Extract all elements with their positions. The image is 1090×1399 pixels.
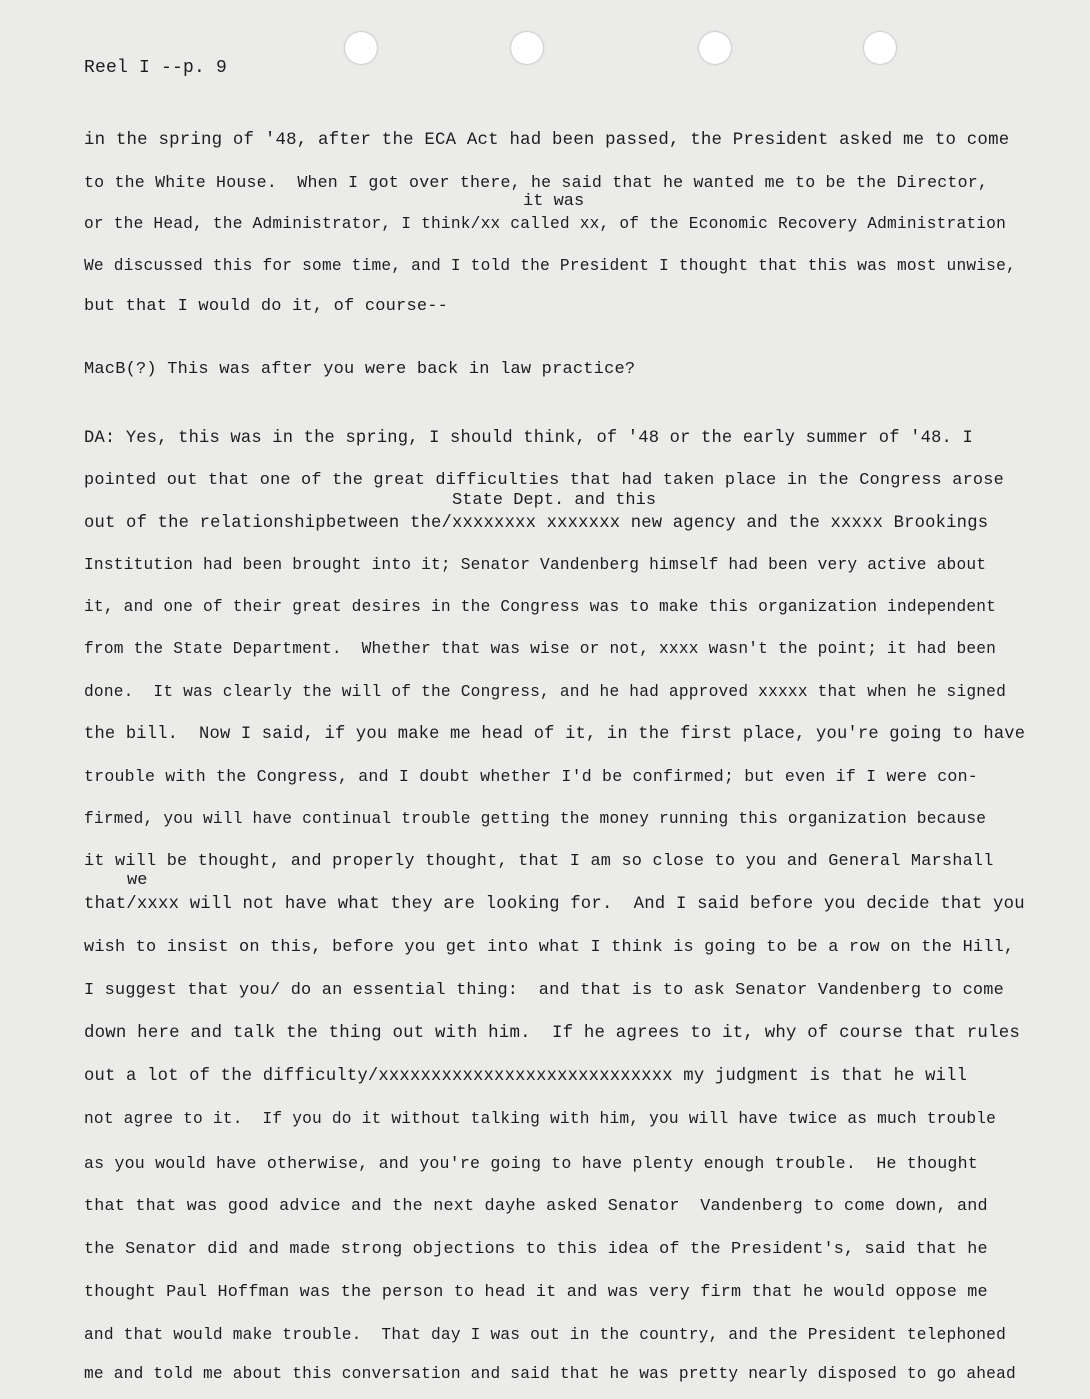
text-line: in the spring of '48, after the ECA Act had been passed, the President asked me to come [84, 131, 1010, 150]
punch-hole [699, 32, 731, 64]
punch-hole [864, 32, 896, 64]
text-line: firmed, you will have continual trouble getting the money running this organization because [84, 810, 987, 828]
text-line: done. It was clearly the will of the Congress, and he had approved xxxxx that when he signed [84, 683, 1007, 701]
text-line: MacB(?) This was after you were back in law practice? [84, 360, 636, 379]
text-line: down here and talk the thing out with him. If he agrees to it, why of course that rules [84, 1024, 1020, 1043]
text-line: as you would have otherwise, and you're going to have plenty enough trouble. He thought [84, 1154, 978, 1173]
page-header: Reel I --p. 9 [84, 58, 228, 78]
text-line: and that would make trouble. That day I was out in the country, and the President telephoned [84, 1326, 1007, 1344]
punch-hole [511, 32, 543, 64]
text-line: We discussed this for some time, and I told the President I thought that this was most unwise, [84, 257, 1016, 275]
text-line: trouble with the Congress, and I doubt whether I'd be confirmed; but even if I were con- [84, 767, 978, 786]
text-line: that that was good advice and the next dayhe asked Senator Vandenberg to come down, and [84, 1197, 988, 1216]
text-line: or the Head, the Administrator, I think/xx called xx, of the Economic Recovery Administration [84, 215, 1007, 233]
text-line: Institution had been brought into it; Senator Vandenberg himself had been very active about [84, 556, 987, 574]
text-line: to the White House. When I got over there, he said that he wanted me to be the Director, [84, 173, 989, 192]
text-line: I suggest that you/ do an essential thing: and that is to ask Senator Vandenberg to come [84, 981, 1004, 1000]
text-line: wish to insist on this, before you get into what I think is going to be a row on the Hill, [84, 938, 1015, 957]
text-line: it will be thought, and properly thought, that I am so close to you and General Marshall [84, 852, 994, 871]
text-line: it, and one of their great desires in the Congress was to make this organization independent [84, 598, 997, 616]
punch-hole [345, 32, 377, 64]
text-line: thought Paul Hoffman was the person to head it and was very firm that he would oppose me [84, 1283, 988, 1302]
text-line: the bill. Now I said, if you make me head of it, in the first place, you're going to have [84, 725, 1026, 744]
text-line: pointed out that one of the great difficulties that had taken place in the Congress arose [84, 471, 1004, 490]
text-line: DA: Yes, this was in the spring, I should think, of '48 or the early summer of '48. I [84, 429, 973, 448]
text-line: that/xxxx will not have what they are looking for. And I said before you decide that you [84, 895, 1025, 914]
text-line: not agree to it. If you do it without talking with him, you will have twice as much trouble [84, 1110, 997, 1128]
text-line: from the State Department. Whether that was wise or not, xxxx wasn't the point; it had been [84, 640, 997, 658]
text-line: but that I would do it, of course-- [84, 297, 449, 316]
text-line: out a lot of the difficulty/xxxxxxxxxxxxxxxxxxxxxxxxxxxx my judgment is that he will [84, 1067, 968, 1086]
insertion-text: it was [523, 192, 585, 211]
text-line: the Senator did and made strong objections to this idea of the President's, said that he [84, 1240, 988, 1259]
text-line: me and told me about this conversation and said that he was pretty nearly disposed to go ahead [84, 1365, 1016, 1383]
insertion-text: State Dept. and this [452, 491, 657, 510]
insertion-text: we [127, 871, 148, 890]
text-line: out of the relationshipbetween the/xxxxxxxx xxxxxxx new agency and the xxxxx Brookings [84, 514, 989, 533]
